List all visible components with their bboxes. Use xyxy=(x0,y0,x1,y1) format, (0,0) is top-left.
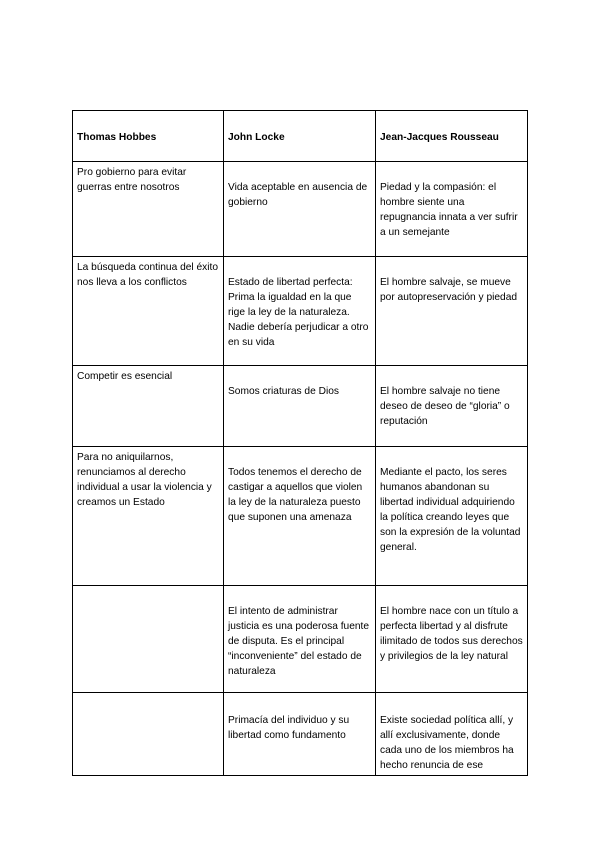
table-row xyxy=(73,586,528,693)
cell-text: Estado de libertad perfecta: Prima la igualdad en la que rige la ley de la naturaleza. Nadie debería perjudicar a otro en su vida xyxy=(228,277,369,348)
cell-text xyxy=(77,693,219,713)
cell-rousseau xyxy=(376,447,528,586)
cell-text: El intento de administrar justicia es una poderosa fuente de disputa. Es el principal “inconveniente” del estado de naturaleza xyxy=(228,606,370,677)
table-row xyxy=(73,693,528,776)
cell-rousseau xyxy=(376,586,528,693)
header-locke: John Locke xyxy=(224,111,376,162)
cell-text: Piedad y la compasión: el hombre siente una repugnancia innata a ver sufrir a un semejante xyxy=(380,182,518,238)
cell-hobbes xyxy=(73,162,224,257)
cell-text xyxy=(77,586,219,589)
cell-locke xyxy=(224,447,376,586)
cell-text: Competir es esencial xyxy=(77,371,173,382)
philosophers-comparison-table xyxy=(72,110,528,776)
cell-locke xyxy=(224,257,376,366)
cell-hobbes xyxy=(73,257,224,366)
table-row xyxy=(73,447,528,586)
cell-text: Primacía del individuo y su libertad como fundamento xyxy=(228,715,350,741)
cell-text: Existe sociedad política allí, y allí exclusivamente, donde cada uno de los miembros ha hecho renuncia de ese xyxy=(380,715,514,771)
cell-locke xyxy=(224,366,376,447)
cell-text: El hombre nace con un título a perfecta libertad y al disfrute ilimitado de todos sus derechos y privilegios de la ley natural xyxy=(380,606,523,662)
cell-text: Mediante el pacto, los seres humanos abandonan su libertad individual adquiriendo la política creando leyes que son la expresión de la voluntad general. xyxy=(380,467,521,553)
cell-hobbes xyxy=(73,693,224,776)
cell-locke xyxy=(224,162,376,257)
cell-rousseau xyxy=(376,257,528,366)
cell-text: Todos tenemos el derecho de castigar a aquellos que violen la ley de la naturaleza puesto que suponen una amenaza xyxy=(228,467,363,523)
cell-text: La búsqueda continua del éxito nos lleva a los conflictos xyxy=(77,262,219,288)
cell-text: Para no aniquilarnos, renunciamos al derecho individual a usar la violencia y creamos un Estado xyxy=(77,452,212,508)
table-row xyxy=(73,257,528,366)
cell-text: Somos criaturas de Dios xyxy=(228,386,339,397)
header-rousseau: Jean-Jacques Rousseau xyxy=(376,111,528,162)
cell-hobbes xyxy=(73,586,224,693)
cell-text: Vida aceptable en ausencia de gobierno xyxy=(228,182,368,208)
table-row xyxy=(73,162,528,257)
cell-hobbes xyxy=(73,366,224,447)
cell-rousseau xyxy=(376,366,528,447)
cell-locke xyxy=(224,586,376,693)
cell-text: Pro gobierno para evitar guerras entre nosotros xyxy=(77,167,187,193)
cell-rousseau xyxy=(376,693,528,776)
cell-hobbes xyxy=(73,447,224,586)
table-row xyxy=(73,366,528,447)
cell-text: El hombre salvaje no tiene deseo de deseo de “gloria” o reputación xyxy=(380,386,510,427)
cell-rousseau xyxy=(376,162,528,257)
cell-text: El hombre salvaje, se mueve por autopreservación y piedad xyxy=(380,277,518,303)
table-header-row xyxy=(73,111,528,162)
cell-locke xyxy=(224,693,376,776)
header-hobbes: Thomas Hobbes xyxy=(73,111,224,162)
